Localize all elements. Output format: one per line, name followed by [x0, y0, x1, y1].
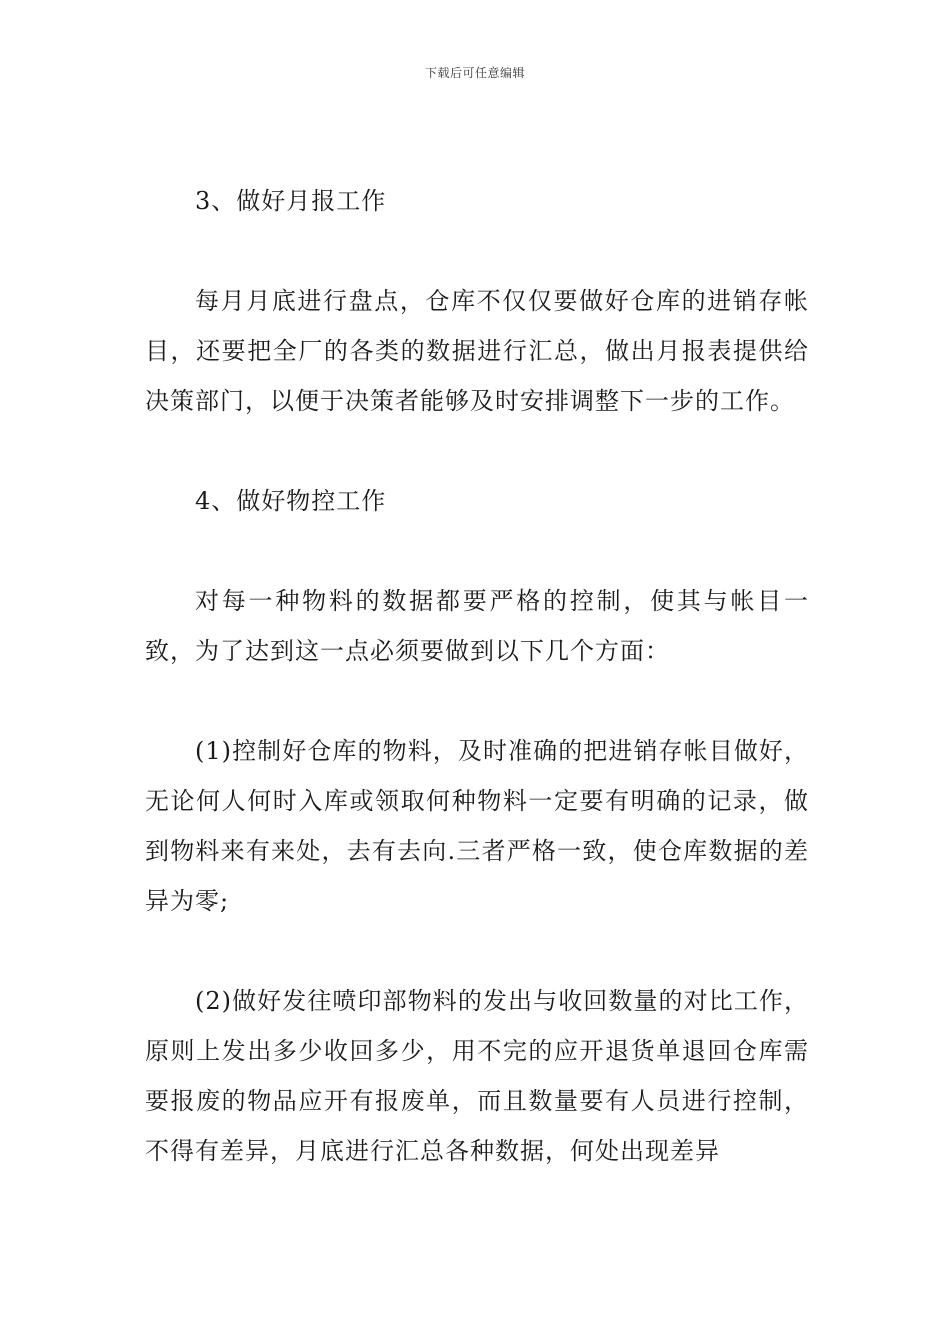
page-header: 下载后可任意编辑	[424, 66, 525, 80]
section-3-paragraph: 每月月底进行盘点，仓库不仅仅要做好仓库的进销存帐目，还要把全厂的各类的数据进行汇总，做出月报表提供给决策部门，以便于决策者能够及时安排调整下一步的工作。	[145, 287, 809, 415]
section-4-heading: 4、做好物控工作	[195, 487, 387, 515]
item-1-paragraph: (1)控制好仓库的物料，及时准确的把进销存帐目做好，无论何人何时入库或领取何种物料一定要有明确的记录，做到物料来有来处，去有去向.三者严格一致，使仓库数据的差异为零;	[145, 737, 809, 915]
item-2-paragraph: (2)做好发往喷印部物料的发出与收回数量的对比工作，原则上发出多少收回多少，用不完的应开退货单退回仓库需要报废的物品应开有报废单，而且数量要有人员进行控制，不得有差异，月底进行汇总各种数据，何处出现差异	[145, 987, 809, 1165]
section-4-paragraph: 对每一种物料的数据都要严格的控制，使其与帐目一致，为了达到这一点必须要做到以下几个方面：	[145, 587, 809, 665]
document-body	[145, 176, 809, 1176]
section-3-heading: 3、做好月报工作	[195, 187, 387, 215]
